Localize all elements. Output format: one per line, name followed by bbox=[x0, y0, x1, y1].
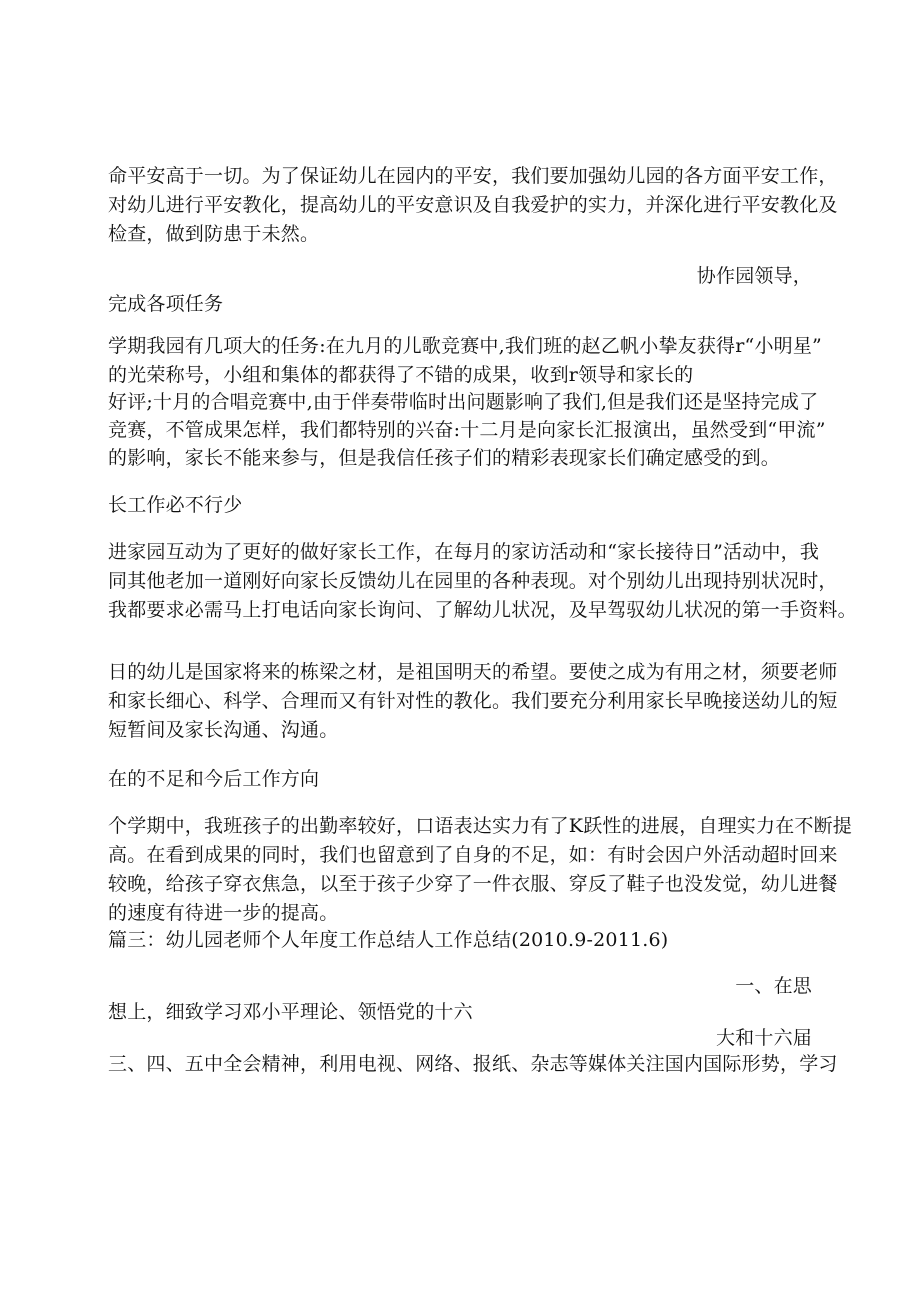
paragraph-line-right: 大和十六届 bbox=[715, 1027, 812, 1049]
paragraph-line: 好评;十月的合唱竞赛中,由于伴奏带临时出问题影响了我们,但是我们还是坚持完成了 bbox=[108, 391, 819, 413]
paragraph-line: 我都要求必需马上打电话向家长询问、了解幼儿状况，及早驾驭幼儿状况的第一手资料。 bbox=[108, 599, 857, 621]
paragraph-line: 个学期中，我班孩子的出勤率较好，口语表达实力有了K跃性的进展，自理实力在不断提 bbox=[108, 815, 852, 837]
paragraph-line: 学期我园有几项大的任务:在九月的儿歌竞赛中,我们班的赵乙帆小挚友获得r“小明星” bbox=[108, 335, 822, 357]
paragraph-line: 想上，细致学习邓小平理论、领悟党的十六 bbox=[108, 1001, 473, 1023]
paragraph-line: 命平安高于一切。为了保证幼儿在园内的平安，我们要加强幼儿园的各方面平安工作， bbox=[108, 165, 838, 187]
paragraph-line: 的速度有待进一步的提高。 bbox=[108, 902, 339, 924]
paragraph-line-right: 一、在思 bbox=[735, 975, 812, 997]
paragraph-line: 的影响，家长不能来参与，但是我信任孩子们的精彩表现家长们确定感受的到。 bbox=[108, 447, 781, 469]
paragraph-line: 的光荣称号，小组和集体的都获得了不错的成果，收到r领导和家长的 bbox=[108, 364, 694, 386]
paragraph-line: 和家长细心、科学、合理而又有针对性的教化。我们要充分利用家长早晚接送幼儿的短 bbox=[108, 690, 838, 712]
paragraph-line: 短暂间及家长沟通、沟通。 bbox=[108, 719, 339, 741]
article-heading: 篇三：幼儿园老师个人年度工作总结人工作总结(2010.9-2011.6) bbox=[108, 929, 669, 951]
paragraph-line: 高。在看到成果的同时，我们也留意到了自身的不足，如：有时会因户外活动超时回来 bbox=[108, 844, 838, 866]
section-heading: 长工作必不行少 bbox=[108, 494, 243, 516]
section-heading: 在的不足和今后工作方向 bbox=[108, 768, 320, 790]
paragraph-line: 三、四、五中全会精神，利用电视、网络、报纸、杂志等媒体关注国内国际形势，学习 bbox=[108, 1053, 838, 1075]
paragraph-line: 检查，做到防患于未然。 bbox=[108, 223, 320, 245]
paragraph-line-right: 协作园领导， bbox=[696, 265, 812, 287]
paragraph-line: 竞赛，不管成果怎样，我们都特别的兴奋:十二月是向家长汇报演出，虽然受到“甲流” bbox=[108, 419, 826, 441]
paragraph-line: 较晚，给孩子穿衣焦急，以至于孩子少穿了一件衣服、穿反了鞋子也没发觉，幼儿进餐 bbox=[108, 873, 838, 895]
paragraph-line: 日的幼儿是国家将来的栋梁之材，是祖国明天的希望。要使之成为有用之材，须要老师 bbox=[108, 661, 838, 683]
paragraph-line: 同其他老加一道刚好向家长反馈幼儿在园里的各种表现。对个别幼儿出现持别状况时， bbox=[108, 570, 838, 592]
paragraph-line: 对幼儿进行平安教化，提高幼儿的平安意识及自我爱护的实力，并深化进行平安教化及 bbox=[108, 194, 838, 216]
section-heading: 完成各项任务 bbox=[108, 293, 224, 315]
paragraph-line: 进家园互动为了更好的做好家长工作，在每月的家访活动和“家长接待日”活动中，我 bbox=[108, 541, 820, 563]
